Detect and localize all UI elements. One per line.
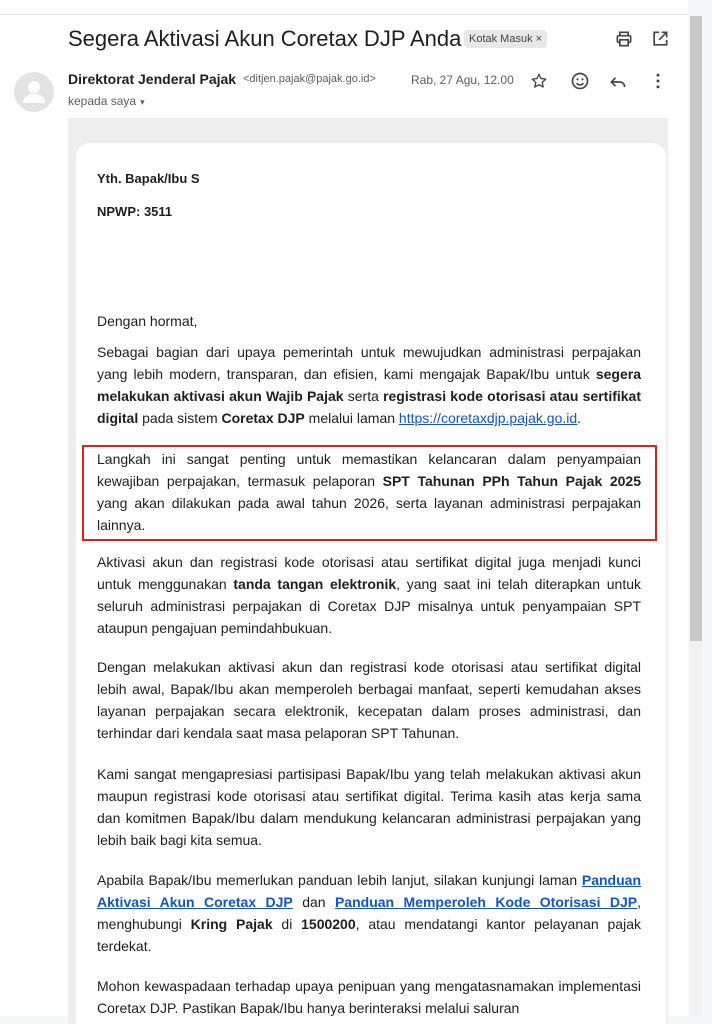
paragraph-2-highlighted: Langkah ini sangat penting untuk memastikan kelancaran dalam penyampaian kewajiban perpajakan, termasuk pelaporan SPT Tahunan PPh Tahun Pajak 2025 yang akan dilakukan pada awal tahun 2026, serta layanan administrasi perpajakan lainnya. <box>97 451 641 533</box>
top-toolbar-edge <box>0 0 690 15</box>
print-icon[interactable] <box>614 29 634 49</box>
emoji-icon[interactable] <box>570 71 590 91</box>
paragraph-3: Aktivasi akun dan registrasi kode otorisasi atau sertifikat digital juga menjadi kunci untuk menggunakan tanda tangan elektronik, yang saat ini telah diterapkan untuk seluruh administrasi perpajakan di Coretax DJP misalnya untuk penyampaian SPT ataupun pengajuan pemindahbukuan. <box>97 554 641 636</box>
paragraph-4: Dengan melakukan aktivasi akun dan registrasi kode otorisasi atau sertifikat digital lebih awal, Bapak/Ibu akan memperoleh berbagai manfaat, seperti kemudahan akses layanan perpajakan secara elektronik, kecepatan dalam proses administrasi, dan terhindar dari kendala saat masa pelaporan SPT Tahunan. <box>97 659 641 741</box>
star-icon[interactable] <box>530 72 548 90</box>
paragraph-7: Mohon kewaspadaan terhadap upaya penipuan yang mengatasnamakan implementasi Coretax DJP. Pastikan Bapak/Ibu hanya berinteraksi melalui saluran <box>97 978 641 1016</box>
recipient-label: kepada saya <box>68 94 137 108</box>
reply-icon[interactable] <box>608 72 628 92</box>
salutation: Yth. Bapak/Ibu S <box>97 171 200 186</box>
chevron-down-icon: ▾ <box>140 97 145 107</box>
avatar-icon[interactable] <box>14 72 54 112</box>
paragraph-5: Kami sangat mengapresiasi partisipasi Bapak/Ibu yang telah melakukan aktivasi akun maupun registrasi kode otorisasi atau sertifikat digital. Terima kasih atas kerja sama dan komitmen Bapak/Ibu dalam mendukung kelancaran administrasi perpajakan yang lebih baik bagi kita semua. <box>97 766 641 848</box>
email-subject: Segera Aktivasi Akun Coretax DJP Anda <box>68 26 462 51</box>
guide-activation-link[interactable]: Panduan Aktivasi Akun Coretax DJP <box>97 872 641 910</box>
sender-email: <ditjen.pajak@pajak.go.id> <box>243 73 376 85</box>
coretax-link[interactable]: https://coretaxdjp.pajak.go.id <box>398 410 578 426</box>
open-in-new-window-icon[interactable] <box>650 29 670 49</box>
paragraph-1: Sebagai bagian dari upaya pemerintah untuk mewujudkan administrasi perpajakan yang lebih modern, transparan, dan efisien, kami mengajak Bapak/Ibu untuk segera melakukan aktivasi akun Wajib Pajak serta registrasi kode otorisasi atau sertifikat digital pada sistem Coretax DJP melalui laman https://coretaxdjp.pajak.go.id. <box>97 344 642 426</box>
greeting: Dengan hormat, <box>97 313 198 329</box>
sender-name: Direktorat Jenderal Pajak <box>68 71 237 87</box>
paragraph-6: Apabila Bapak/Ibu memerlukan panduan lebih lanjut, silakan kunjungi laman Panduan Aktivasi Akun Coretax DJP dan Panduan Memperoleh Kode Otorisasi DJP, menghubungi Kring Pajak di 1500200, atau mendatangi kantor pelayanan pajak terdekat. <box>97 872 642 954</box>
more-vert-icon[interactable] <box>648 71 668 91</box>
recipient-details-toggle[interactable] <box>68 94 145 108</box>
npwp-line: NPWP: 3511 <box>97 204 173 219</box>
red-highlight-box <box>82 445 657 541</box>
inbox-label-chip[interactable]: Kotak Masuk × <box>464 30 547 48</box>
guide-authorization-code-link[interactable]: Panduan Memperoleh Kode Otorisasi DJP <box>334 894 638 910</box>
scrollbar-thumb[interactable] <box>690 16 702 641</box>
email-date: Rab, 27 Agu, 12.00 <box>411 73 514 87</box>
